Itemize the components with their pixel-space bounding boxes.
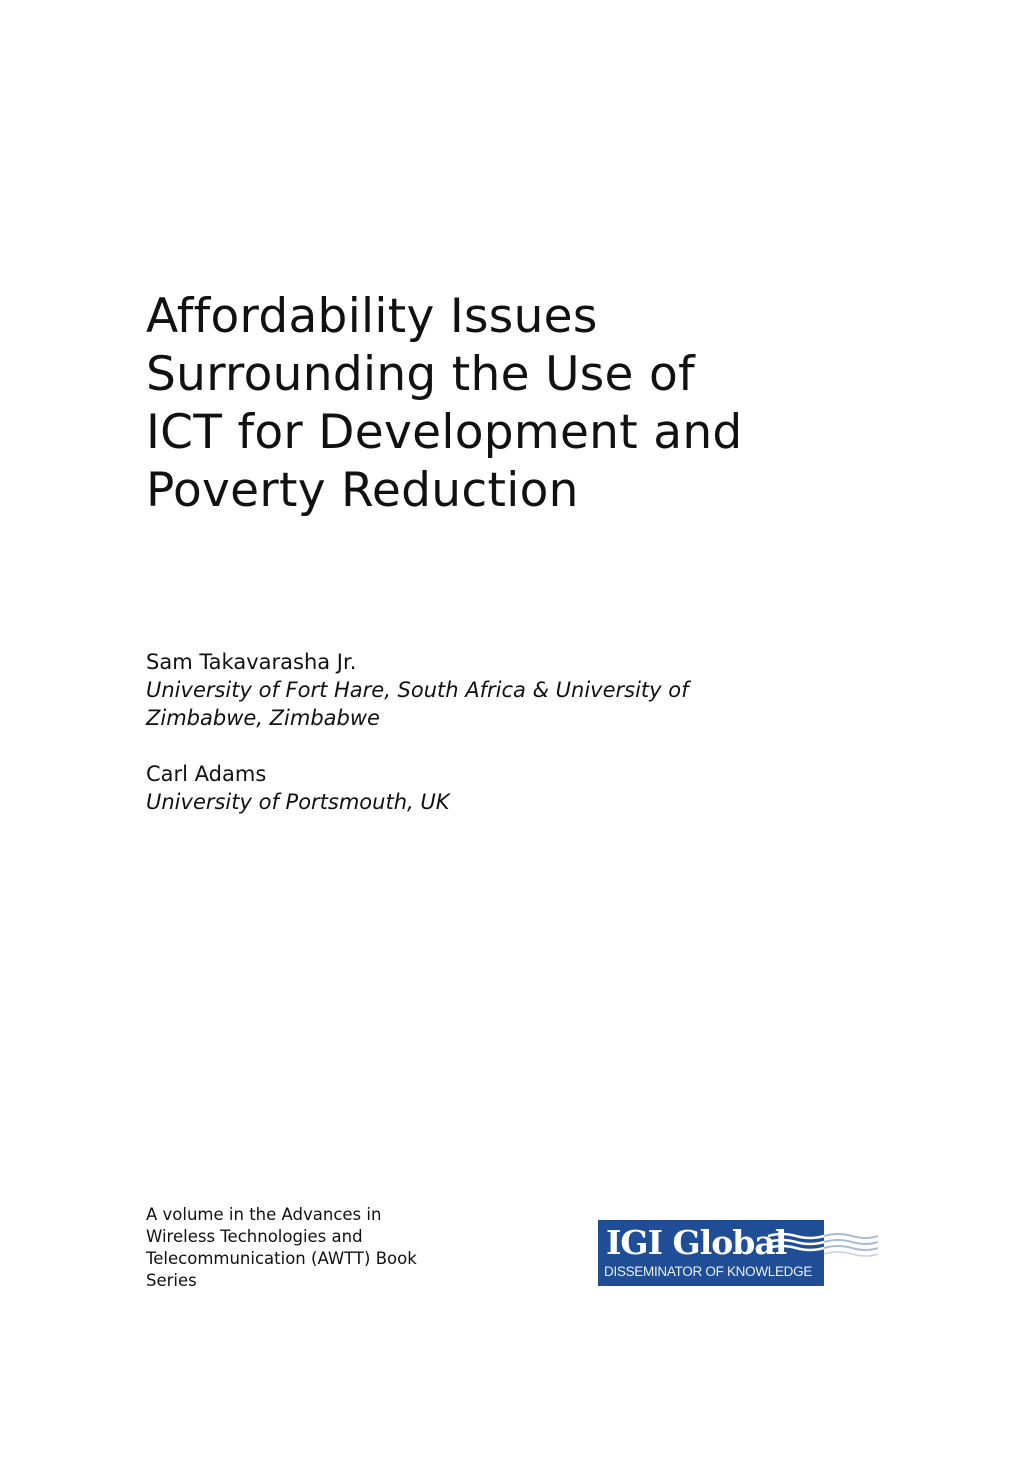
author-affiliation: University of Fort Hare, South Africa & University of	[146, 678, 689, 702]
book-title	[146, 288, 906, 520]
book-title-line: ICT for Development and	[146, 405, 743, 460]
wave-lines-icon	[768, 1230, 878, 1260]
book-title-line: Affordability Issues	[146, 289, 598, 344]
author-entry	[146, 648, 846, 732]
author-name: Sam Takavarasha Jr.	[146, 650, 357, 674]
author-affiliation: University of Portsmouth, UK	[146, 790, 450, 814]
book-title-line: Surrounding the Use of	[146, 347, 695, 402]
publisher-logo-tagline: DISSEMINATOR OF KNOWLEDGE	[604, 1264, 813, 1279]
series-note	[146, 1204, 466, 1292]
series-note-line: A volume in the Advances in	[146, 1205, 382, 1224]
author-name: Carl Adams	[146, 762, 267, 786]
book-title-line: Poverty Reduction	[146, 463, 579, 518]
series-note-line: Telecommunication (AWTT) Book	[146, 1249, 417, 1268]
publisher-logo	[596, 1200, 886, 1312]
series-note-line: Series	[146, 1271, 197, 1290]
publisher-logo-name: IGI Global	[606, 1223, 787, 1262]
author-entry	[146, 760, 846, 816]
author-affiliation: Zimbabwe, Zimbabwe	[146, 706, 380, 730]
series-note-line: Wireless Technologies and	[146, 1227, 363, 1246]
